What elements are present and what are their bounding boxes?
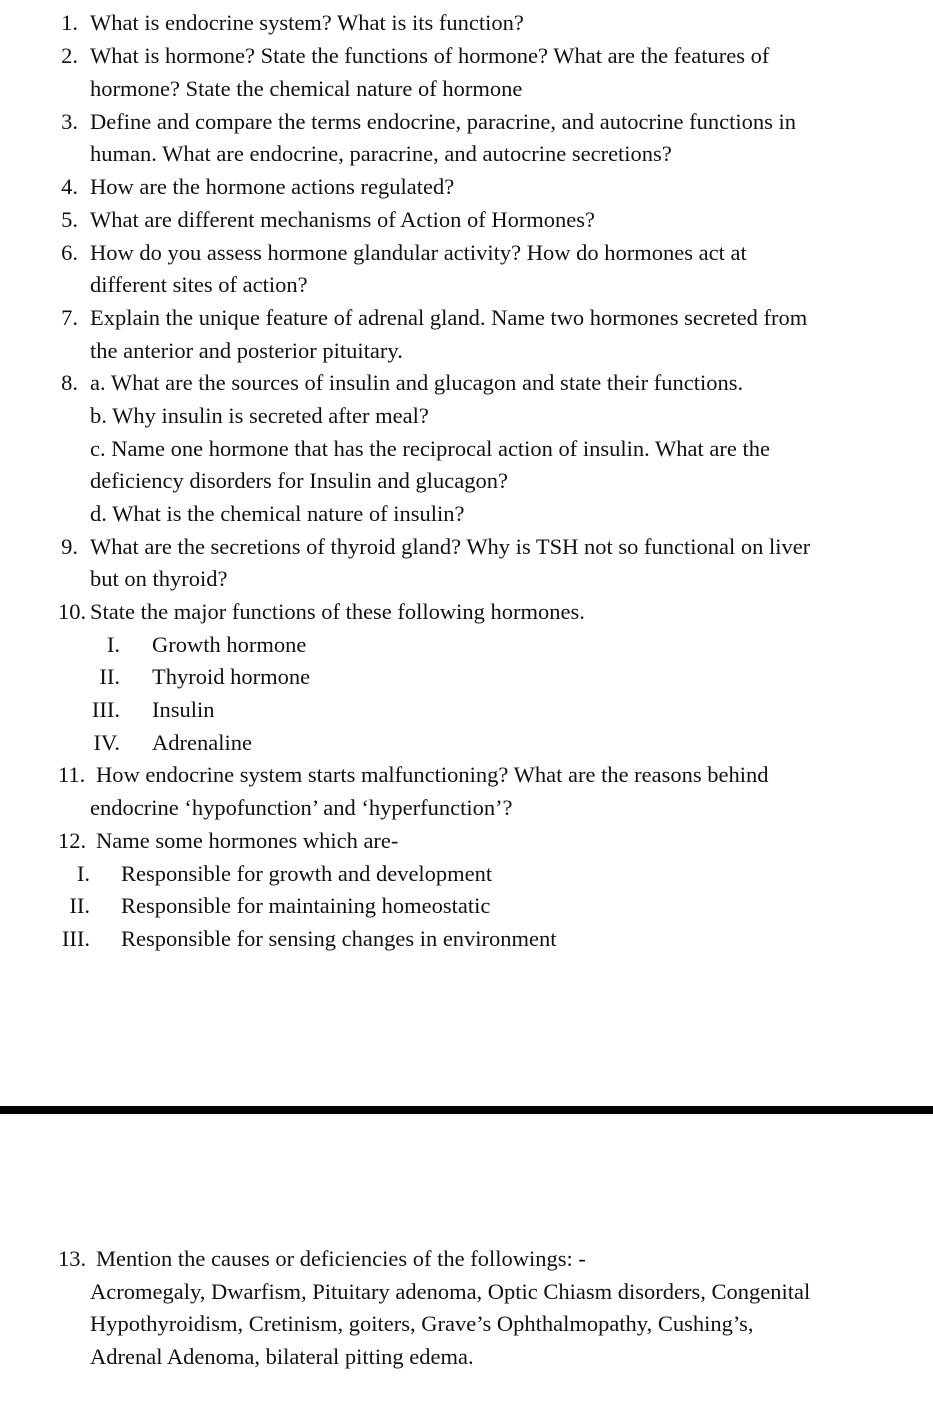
question-9-line-2: but on thyroid? bbox=[90, 566, 228, 591]
question-13-line-3: Hypothyroidism, Cretinism, goiters, Grave’s Ophthalmopathy, Cushing’s, bbox=[90, 1311, 754, 1336]
question-number-6: 6. bbox=[61, 240, 78, 265]
question-12-subitem-3: Responsible for sensing changes in environment bbox=[121, 926, 557, 951]
question-12-line-1: Name some hormones which are- bbox=[96, 828, 399, 853]
question-12-roman-3: III. bbox=[61, 926, 90, 951]
question-12-roman-1: I. bbox=[76, 861, 90, 886]
question-13-line-4: Adrenal Adenoma, bilateral pitting edema. bbox=[90, 1344, 474, 1369]
question-number-7: 7. bbox=[61, 305, 78, 330]
question-10-roman-3: III. bbox=[91, 697, 120, 722]
question-9-line-1: What are the secretions of thyroid gland? Why is TSH not so functional on liver bbox=[90, 534, 811, 559]
question-number-11: 11. bbox=[58, 762, 86, 787]
question-3-line-1: Define and compare the terms endocrine, paracrine, and autocrine functions in bbox=[90, 109, 796, 134]
page-divider bbox=[0, 1106, 933, 1114]
question-8-part-c-line-1: c. Name one hormone that has the reciprocal action of insulin. What are the bbox=[90, 436, 770, 461]
question-10-roman-4: IV. bbox=[93, 730, 120, 755]
question-number-3: 3. bbox=[61, 109, 78, 134]
question-2-line-1: What is hormone? State the functions of hormone? What are the features of bbox=[90, 43, 770, 68]
question-10-subitem-1: Growth hormone bbox=[152, 632, 307, 657]
question-4-line-1: How are the hormone actions regulated? bbox=[90, 174, 455, 199]
question-7-line-1: Explain the unique feature of adrenal gland. Name two hormones secreted from bbox=[90, 305, 808, 330]
question-10-subitem-4: Adrenaline bbox=[152, 730, 252, 755]
question-number-9: 9. bbox=[61, 534, 78, 559]
question-13-line-1: Mention the causes or deficiencies of the followings: - bbox=[96, 1246, 586, 1271]
question-number-10: 10. bbox=[58, 599, 87, 624]
question-8-part-b: b. Why insulin is secreted after meal? bbox=[90, 403, 429, 428]
question-10-subitem-2: Thyroid hormone bbox=[152, 664, 311, 689]
question-6-line-2: different sites of action? bbox=[90, 272, 308, 297]
question-10-roman-1: I. bbox=[106, 632, 120, 657]
question-12-subitem-2: Responsible for maintaining homeostatic bbox=[121, 893, 491, 918]
question-7-line-2: the anterior and posterior pituitary. bbox=[90, 338, 403, 363]
question-8-part-d: d. What is the chemical nature of insulin? bbox=[90, 501, 465, 526]
question-10-roman-2: II. bbox=[99, 664, 120, 689]
question-number-4: 4. bbox=[61, 174, 78, 199]
question-5-line-1: What are different mechanisms of Action of Hormones? bbox=[90, 207, 596, 232]
question-number-1: 1. bbox=[61, 10, 78, 35]
question-number-2: 2. bbox=[61, 43, 78, 68]
question-number-5: 5. bbox=[61, 207, 78, 232]
question-6-line-1: How do you assess hormone glandular activity? How do hormones act at bbox=[90, 240, 747, 265]
question-2-line-2: hormone? State the chemical nature of hormone bbox=[90, 76, 523, 101]
question-13-line-2: Acromegaly, Dwarfism, Pituitary adenoma, Optic Chiasm disorders, Congenital bbox=[90, 1279, 811, 1304]
question-11-line-2: endocrine ‘hypofunction’ and ‘hyperfunction’? bbox=[90, 795, 513, 820]
question-8-part-a: a. What are the sources of insulin and glucagon and state their functions. bbox=[90, 370, 744, 395]
question-number-13: 13. bbox=[58, 1246, 87, 1271]
question-11-line-1: How endocrine system starts malfunctioning? What are the reasons behind bbox=[96, 762, 769, 787]
question-number-12: 12. bbox=[58, 828, 87, 853]
question-8-part-c-line-2: deficiency disorders for Insulin and glucagon? bbox=[90, 468, 508, 493]
question-number-8: 8. bbox=[61, 370, 78, 395]
question-10-subitem-3: Insulin bbox=[152, 697, 215, 722]
question-12-subitem-1: Responsible for growth and development bbox=[121, 861, 493, 886]
question-10-line-1: State the major functions of these following hormones. bbox=[90, 599, 585, 624]
question-3-line-2: human. What are endocrine, paracrine, and autocrine secretions? bbox=[90, 141, 672, 166]
question-12-roman-2: II. bbox=[69, 893, 90, 918]
question-1-line-1: What is endocrine system? What is its function? bbox=[90, 10, 524, 35]
